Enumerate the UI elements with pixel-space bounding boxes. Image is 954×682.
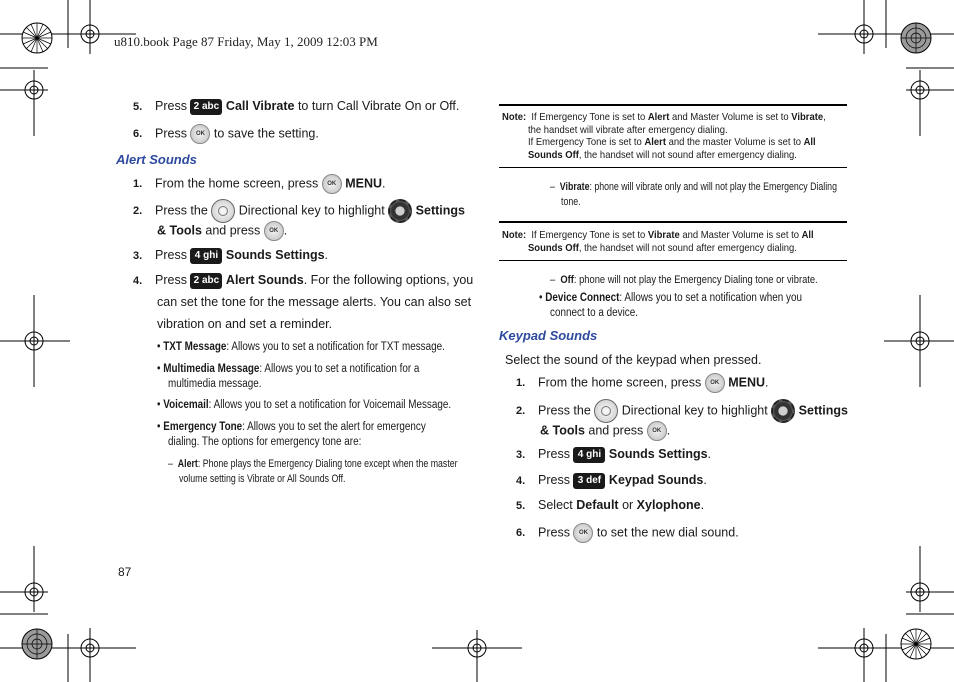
key-3-icon: 3 def <box>573 473 605 489</box>
page-header: u810.book Page 87 Friday, May 1, 2009 12:03 PM <box>114 34 378 49</box>
step-6-save: 6. Press OK to save the setting. <box>133 124 319 144</box>
directional-key-icon <box>594 399 618 423</box>
alert-step-1: 1. From the home screen, press OK MENU. <box>133 174 386 194</box>
step-5-call-vibrate: 5. Press 2 abc Call Vibrate to turn Call Vibrate On or Off. <box>133 99 460 113</box>
bullet-device-connect: • Device Connect: Allows you to set a notification when you connect to a device. <box>539 292 802 319</box>
key-4-icon: 4 ghi <box>573 447 605 463</box>
dash-alert: – Alert: Phone plays the Emergency Dialing tone except when the master volume setting is Vibrate or All Sounds Off. <box>168 458 458 485</box>
section-title-alert-sounds: Alert Sounds <box>116 152 197 167</box>
dash-off: – Off: phone will not play the Emergency Dialing tone or vibrate. <box>550 274 818 286</box>
section-title-keypad-sounds: Keypad Sounds <box>499 328 598 343</box>
keypad-step-2-cont: & Tools and press OK . <box>540 421 670 441</box>
bullet-txt-message: • TXT Message: Allows you to set a notification for TXT message. <box>157 341 445 353</box>
bullet-multimedia-message: • Multimedia Message: Allows you to set a notification for a multimedia message. <box>157 363 420 390</box>
keypad-step-3: 3. Press 4 ghi Sounds Settings. <box>516 447 712 461</box>
bullet-voicemail: • Voicemail: Allows you to set a notification for Voicemail Message. <box>157 399 452 411</box>
keypad-step-1: 1. From the home screen, press OK MENU. <box>516 373 769 393</box>
page-number: 87 <box>118 565 132 579</box>
dash-vibrate: – Vibrate: phone will vibrate only and will not play the Emergency Dialing tone. <box>550 181 837 208</box>
alert-step-4: 4. Press 2 abc Alert Sounds. For the following options, you <box>133 273 474 287</box>
alert-step-2: 2. Press the Directional key to highlight Settings <box>133 199 465 223</box>
ok-key-icon: OK <box>573 523 593 543</box>
keypad-step-5: 5. Select Default or Xylophone. <box>516 498 705 512</box>
alert-step-2-cont: & Tools and press OK . <box>157 221 287 241</box>
key-2-icon: 2 abc <box>190 273 222 289</box>
keypad-step-4: 4. Press 3 def Keypad Sounds. <box>516 473 707 487</box>
keypad-step-6: 6. Press OK to set the new dial sound. <box>516 523 739 543</box>
note1-bottom-rule <box>499 167 847 168</box>
ok-key-icon: OK <box>264 221 284 241</box>
settings-gear-icon <box>388 199 412 223</box>
keypad-step-2: 2. Press the Directional key to highlight Settings <box>516 399 848 423</box>
settings-gear-icon <box>771 399 795 423</box>
note-1: Note: If Emergency Tone is set to Alert and Master Volume is set to Vibrate, the handset will vibrate after emergency dialing. If Emergency Tone is set to Alert and the master Volume is set to All Sounds Off, the handset will not sound after emergency dialing. <box>502 111 826 161</box>
note2-bottom-rule <box>499 260 847 261</box>
ok-key-icon: OK <box>322 174 342 194</box>
alert-step-4-line3: vibration on and set a reminder. <box>157 317 333 331</box>
keypad-intro: Select the sound of the keypad when pressed. <box>505 353 762 367</box>
ok-key-icon: OK <box>705 373 725 393</box>
bullet-emergency-tone: • Emergency Tone: Allows you to set the alert for emergency dialing. The options for emergency tone are: <box>157 421 426 448</box>
key-2-icon: 2 abc <box>190 99 222 115</box>
directional-key-icon <box>211 199 235 223</box>
key-4-icon: 4 ghi <box>190 248 222 264</box>
note2-top-rule <box>499 221 847 223</box>
alert-step-4-line2: can set the tone for the message alerts. You can also set <box>157 295 472 309</box>
alert-step-3: 3. Press 4 ghi Sounds Settings. <box>133 248 329 262</box>
note1-top-rule <box>499 104 847 106</box>
note-2: Note: If Emergency Tone is set to Vibrate and Master Volume is set to All Sounds Off, the handset will not sound after emergency dialing. <box>502 229 814 254</box>
ok-key-icon: OK <box>647 421 667 441</box>
ok-key-icon: OK <box>190 124 210 144</box>
